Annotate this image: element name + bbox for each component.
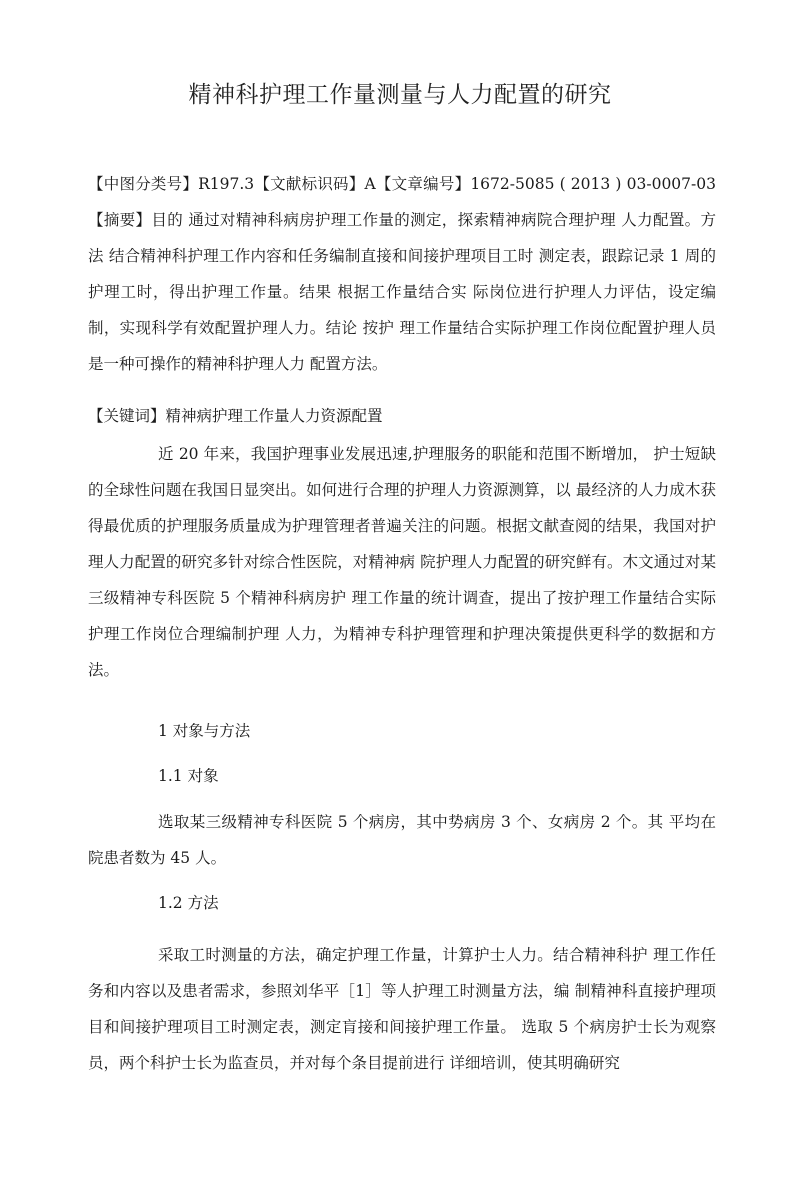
section-heading-1-2: 1.2 方法 [158, 894, 219, 912]
keywords-line: 【关键词】精神病护理工作量人力资源配置 [88, 407, 383, 425]
section-1-1-paragraph: 选取某三级精神专科医院 5 个病房，其中势病房 3 个、女病房 2 个。其 平均在院患者数为 45 人。 [88, 813, 716, 867]
section-1-2-paragraph: 采取工时测量的方法，确定护理工作量，计算护士人力。结合精神科护 理工作任务和内容以及患者需求，参照刘华平［1］等人护理工时测量方法，编 制精神科直接护理项目和间接护理项目工时测定表，测定肓接和间接护理工作量。 选取 5 个病房护士长为观察员，两个科护士长为监查员，并对每个条目提前进行 详细培训，使其明确研究 [88, 946, 716, 1072]
paper-title: 精神科护理工作量测量与人力配置的研究 [188, 82, 612, 108]
abstract-paragraph: 【中图分类号】R197.3【文献标识码】A【文章编号】1672-5085 ( 2013 ) 03-0007-03 【摘要】目的 通过对精神科病房护理工作量的测定，探索精神病院合理护理 人力配置。方法 结合精神科护理工作内容和任务编制直接和间接护理项目工时 测定表，跟踪记录 1 周的护理工时，得出护理工作量。结果 根据工作量结合实 际岗位进行护理人力评估，设定编制，实现科学有效配置护理人力。结论 按护 理工作量结合实际护理工作岗位配置护理人员是一种可操作的精神科护理人力 配置方法。 [88, 175, 716, 373]
intro-paragraph: 近 20 年来，我国护理事业发展迅速,护理服务的职能和范围不断增加， 护士短缺的全球性问题在我国日显突出。如何进行合理的护理人力资源测算，以 最经济的人力成木获得最优质的护理服务质量成为护理管理者普遍关注的问题。根据文献查阅的结果，我国对护理人力配置的研究多针对综合性医院，对精神病 院护理人力配置的研究鲜有。木文通过对某三级精神专科医院 5 个精神科病房护 理工作量的统计调查，提出了按护理工作量结合实际护理工作岗位合理编制护理 人力，为精神专科护理管理和护理决策提供更科学的数据和方法。 [88, 445, 716, 679]
section-heading-1-1: 1.1 对象 [158, 767, 219, 785]
section-heading-1: 1 对象与方法 [158, 722, 251, 740]
